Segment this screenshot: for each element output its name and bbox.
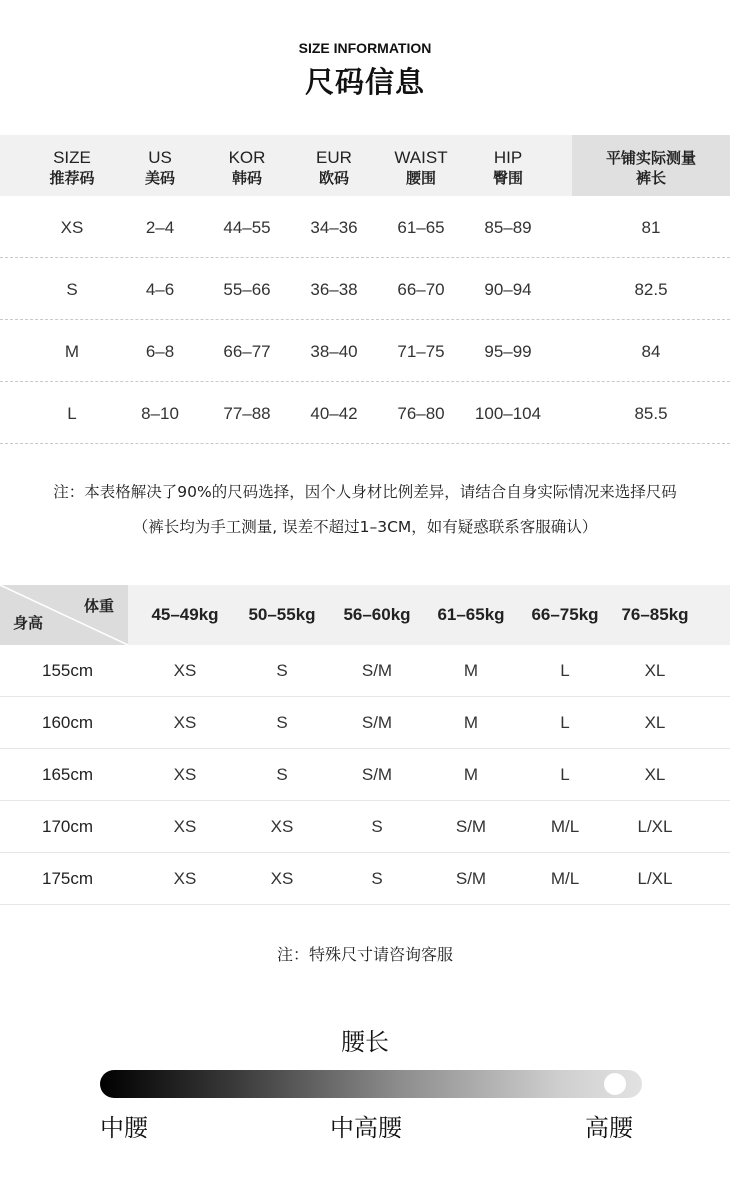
measurement-note: （裤长均为手工测量, 误差不超过1–3CM，如有疑惑联系客服确认） — [132, 518, 598, 536]
size-cell: S — [276, 713, 288, 732]
cell-kor: 55–66 — [223, 280, 271, 299]
waist-rise-indicator — [604, 1073, 626, 1095]
col-hip-cn: 臀围 — [492, 169, 523, 187]
cell-length: 82.5 — [634, 280, 668, 299]
cell-us: 2–4 — [145, 218, 175, 237]
size-cell: S — [276, 765, 288, 784]
height-cell: 160cm — [41, 713, 94, 732]
table-row — [0, 320, 730, 382]
col-length-cn: 裤长 — [635, 169, 666, 187]
col-hip — [458, 148, 558, 188]
fit-table-header — [0, 585, 730, 645]
cell-waist: 76–80 — [397, 404, 445, 423]
col-size-en: SIZE — [53, 148, 91, 167]
height-cell: 175cm — [41, 869, 94, 888]
size-cell: L — [560, 713, 570, 732]
cell-length: 84 — [641, 342, 661, 361]
size-cell: S — [276, 661, 288, 680]
size-cell: XS — [173, 817, 197, 836]
size-cell: M — [463, 661, 479, 680]
size-cell: XL — [644, 765, 666, 784]
level-mid-high-waist: 中高腰 — [330, 1114, 402, 1142]
size-information-cn-title: 尺码信息 — [304, 65, 425, 99]
cell-size: L — [67, 404, 77, 423]
height-cell: 155cm — [41, 661, 94, 680]
height-cell: 165cm — [41, 765, 94, 784]
cell-hip: 85–89 — [484, 218, 532, 237]
col-us-cn: 美码 — [144, 169, 175, 187]
cell-size: XS — [60, 218, 84, 237]
size-cell: M/L — [550, 869, 580, 888]
size-cell: S/M — [455, 817, 487, 836]
size-cell: XS — [270, 817, 294, 836]
cell-kor: 44–55 — [223, 218, 271, 237]
weight-col: 61–65kg — [437, 605, 505, 624]
col-size — [22, 148, 122, 188]
size-cell: S — [371, 817, 383, 836]
size-cell: M/L — [550, 817, 580, 836]
cell-waist: 71–75 — [397, 342, 445, 361]
cell-eur: 40–42 — [310, 404, 358, 423]
size-cell: L — [560, 765, 570, 784]
size-table — [0, 135, 730, 444]
height-cell: 170cm — [41, 817, 94, 836]
table-row — [0, 258, 730, 320]
table-row — [0, 645, 730, 697]
cell-length: 85.5 — [634, 404, 668, 423]
table-row — [0, 382, 730, 444]
cell-length: 81 — [641, 218, 661, 237]
col-waist-en: WAIST — [394, 148, 448, 167]
height-label: 身高 — [13, 614, 44, 632]
size-cell: S/M — [361, 765, 393, 784]
size-cell: XL — [644, 713, 666, 732]
col-waist-cn: 腰围 — [405, 169, 436, 187]
weight-col: 56–60kg — [343, 605, 411, 624]
size-cell: M — [463, 765, 479, 784]
cell-size: M — [64, 342, 80, 361]
size-cell: XL — [644, 661, 666, 680]
col-eur — [284, 148, 384, 188]
size-cell: XS — [270, 869, 294, 888]
size-cell: L/XL — [637, 869, 673, 888]
cell-kor: 77–88 — [223, 404, 271, 423]
cell-size: S — [66, 280, 78, 299]
col-kor — [197, 148, 297, 188]
weight-col: 45–49kg — [151, 605, 219, 624]
cell-eur: 38–40 — [310, 342, 358, 361]
table-row — [0, 853, 730, 905]
size-information-title: SIZE INFORMATION — [298, 40, 432, 56]
fit-table — [0, 585, 730, 905]
level-mid-waist: 中腰 — [100, 1114, 148, 1142]
weight-col: 50–55kg — [248, 605, 316, 624]
size-cell: L — [560, 661, 570, 680]
cell-hip: 90–94 — [484, 280, 532, 299]
size-cell: XS — [173, 713, 197, 732]
col-length — [572, 148, 730, 188]
col-eur-cn: 欧码 — [318, 169, 349, 187]
size-cell: XS — [173, 869, 197, 888]
weight-col: 66–75kg — [531, 605, 599, 624]
size-cell: XS — [173, 765, 197, 784]
cell-hip: 95–99 — [484, 342, 532, 361]
col-eur-en: EUR — [316, 148, 352, 167]
weight-col: 76–85kg — [621, 605, 689, 624]
corner-cell — [0, 585, 128, 645]
cell-waist: 61–65 — [397, 218, 445, 237]
table-row — [0, 749, 730, 801]
level-high-waist: 高腰 — [585, 1114, 633, 1142]
special-size-note: 注：特殊尺寸请咨询客服 — [276, 945, 453, 964]
cell-kor: 66–77 — [223, 342, 271, 361]
cell-us: 4–6 — [145, 280, 175, 299]
size-cell: S — [371, 869, 383, 888]
waist-rise-bar — [100, 1070, 642, 1098]
size-note: 注：本表格解决了90%的尺码选择，因个人身材比例差异，请结合自身实际情况来选择尺码 — [53, 483, 677, 501]
weight-label: 体重 — [83, 597, 114, 615]
col-kor-cn: 韩码 — [231, 169, 262, 187]
col-us-en: US — [148, 148, 172, 167]
col-length-top: 平铺实际测量 — [605, 149, 696, 167]
cell-us: 8–10 — [141, 404, 179, 423]
table-row — [0, 196, 730, 258]
size-table-header — [0, 135, 730, 196]
size-cell: S/M — [361, 713, 393, 732]
col-kor-en: KOR — [228, 148, 266, 167]
col-hip-en: HIP — [493, 148, 523, 167]
cell-eur: 34–36 — [310, 218, 358, 237]
size-cell: L/XL — [637, 817, 673, 836]
cell-waist: 66–70 — [397, 280, 445, 299]
size-cell: M — [463, 713, 479, 732]
table-row — [0, 801, 730, 853]
cell-eur: 36–38 — [310, 280, 358, 299]
col-us — [110, 148, 210, 188]
col-waist — [371, 148, 471, 188]
size-cell: S/M — [455, 869, 487, 888]
col-size-cn: 推荐码 — [49, 169, 95, 187]
waist-rise-title: 腰长 — [341, 1028, 389, 1056]
cell-us: 6–8 — [145, 342, 175, 361]
size-cell: XS — [173, 661, 197, 680]
cell-hip: 100–104 — [474, 404, 542, 423]
table-row — [0, 697, 730, 749]
size-cell: S/M — [361, 661, 393, 680]
